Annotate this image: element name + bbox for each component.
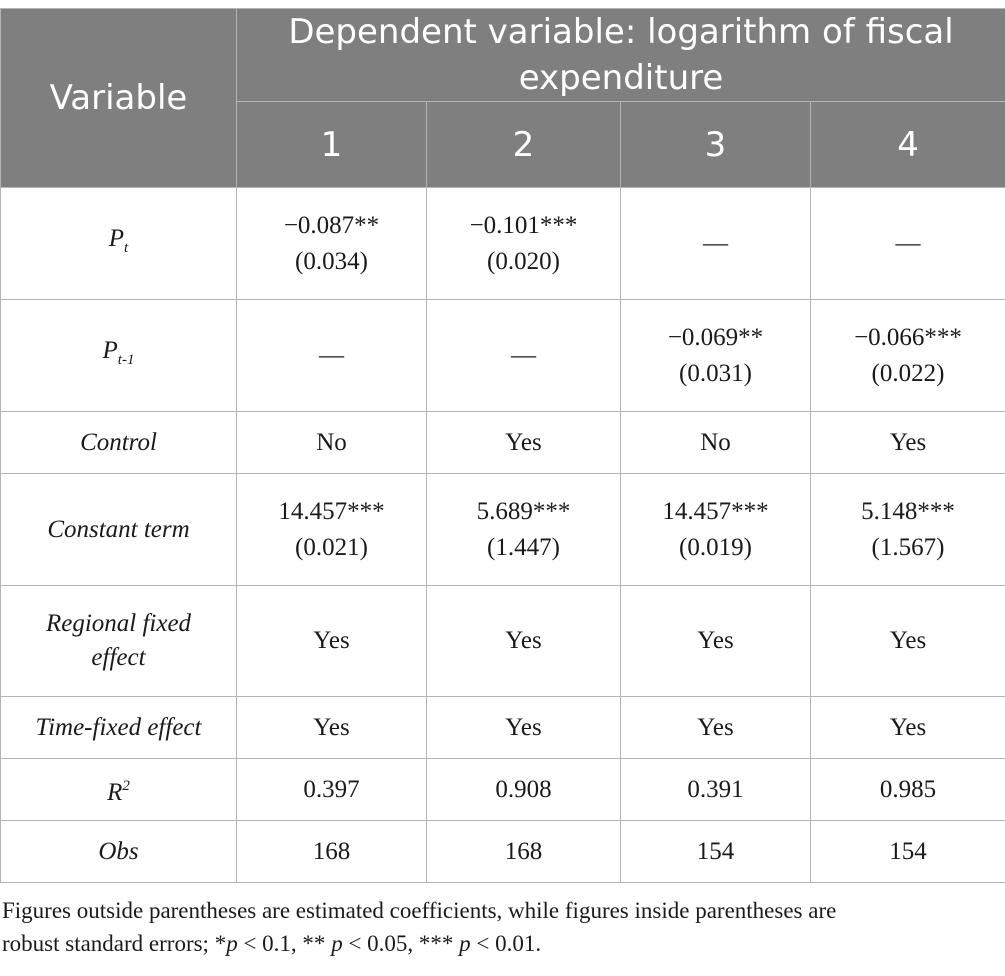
table-cell: −0.066*** (0.022): [811, 300, 1005, 412]
table-cell: —: [811, 188, 1005, 300]
table-cell: 5.689*** (1.447): [427, 474, 621, 586]
table-cell: 154: [621, 821, 811, 883]
table-row: [1, 474, 1005, 586]
table-cell: Yes: [621, 697, 811, 759]
table-cell: No: [237, 412, 427, 474]
row-label-obs: Obs: [1, 821, 237, 883]
table-cell: 5.148*** (1.567): [811, 474, 1005, 586]
table-cell: Yes: [237, 697, 427, 759]
table-row: [1, 759, 1005, 821]
header-column-3: 3: [621, 102, 811, 188]
table-cell: −0.087** (0.034): [237, 188, 427, 300]
table-cell: Yes: [427, 697, 621, 759]
table-row: [1, 300, 1005, 412]
table-row: [1, 697, 1005, 759]
table-cell: Yes: [621, 586, 811, 697]
header-dependent-variable: Dependent variable: logarithm of fiscal expenditure: [237, 9, 1005, 102]
header-column-2: 2: [427, 102, 621, 188]
row-label-pt: $P_t$: [1, 188, 237, 300]
table-cell: —: [621, 188, 811, 300]
table-cell: 0.908: [427, 759, 621, 821]
row-label-r-squared: $R^2$: [1, 759, 237, 821]
table-cell: 0.397: [237, 759, 427, 821]
table-cell: Yes: [811, 412, 1005, 474]
row-label-constant-term: Constant term: [1, 474, 237, 586]
header-column-4: 4: [811, 102, 1005, 188]
regression-table: [0, 8, 1005, 883]
table-cell: Yes: [427, 586, 621, 697]
table-row: [1, 821, 1005, 883]
table-cell: Yes: [237, 586, 427, 697]
table-cell: No: [621, 412, 811, 474]
table-cell: 14.457*** (0.019): [621, 474, 811, 586]
table-cell: —: [237, 300, 427, 412]
table-cell: Yes: [811, 586, 1005, 697]
table-cell: 154: [811, 821, 1005, 883]
table-cell: Yes: [427, 412, 621, 474]
table-row: [1, 412, 1005, 474]
row-label-time-fixed-effect: Time-fixed effect: [1, 697, 237, 759]
header-variable: Variable: [1, 9, 237, 188]
row-label-control: Control: [1, 412, 237, 474]
table-cell: —: [427, 300, 621, 412]
table-cell: 14.457*** (0.021): [237, 474, 427, 586]
table-cell: −0.101*** (0.020): [427, 188, 621, 300]
row-label-regional-fixed-effect: Regional fixed effect: [1, 586, 237, 697]
table-row: [1, 188, 1005, 300]
table-row: [1, 586, 1005, 697]
table-cell: −0.069** (0.031): [621, 300, 811, 412]
table-cell: 168: [427, 821, 621, 883]
table-cell: Yes: [811, 697, 1005, 759]
table-cell: 168: [237, 821, 427, 883]
table-footnote: Figures outside parentheses are estimated coefficients, while figures inside parentheses are robust standard errors; *p < 0.1, ** p < 0.05, *** p < 0.01.: [2, 898, 837, 956]
header-column-1: 1: [237, 102, 427, 188]
row-label-pt-1: $P_{t-1}$: [1, 300, 237, 412]
table-cell: 0.391: [621, 759, 811, 821]
table-cell: 0.985: [811, 759, 1005, 821]
